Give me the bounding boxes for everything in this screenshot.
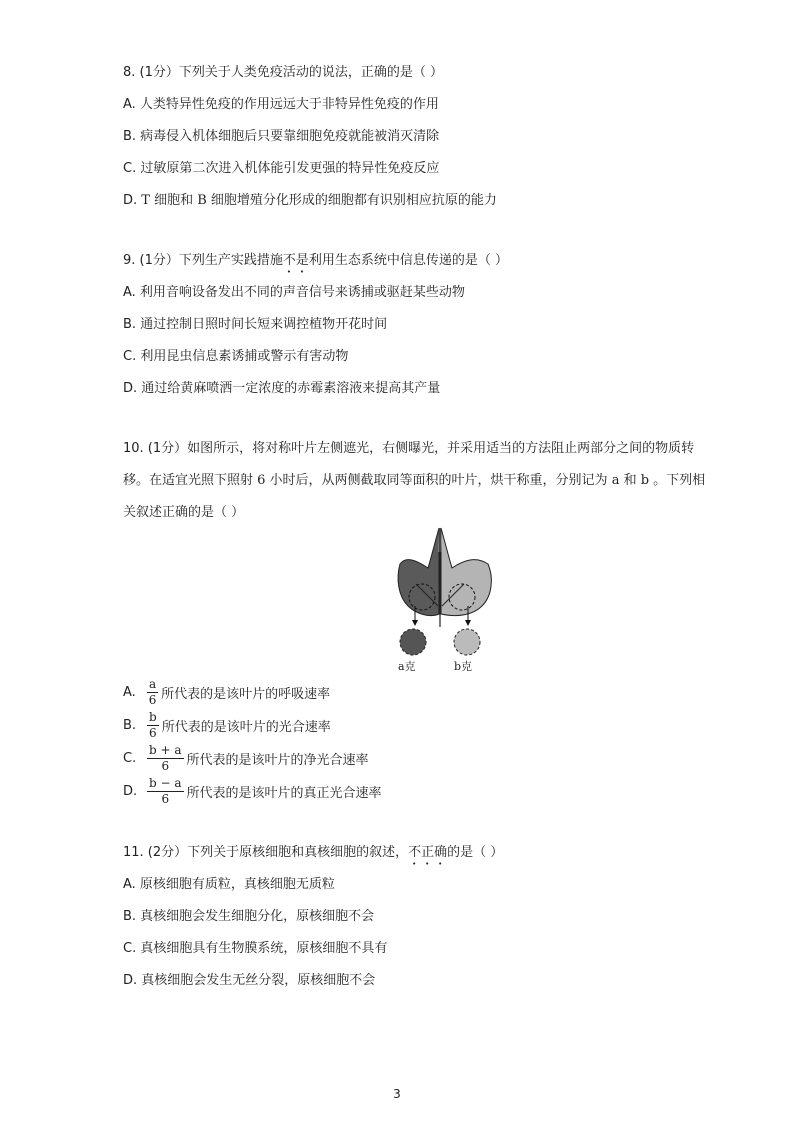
- fraction-denominator: 6: [161, 759, 170, 773]
- q10-stem-line-3: 关叙述正确的是（ ）: [123, 505, 245, 520]
- q10-option-d: [123, 777, 382, 806]
- q8-option-d-b: B: [197, 193, 207, 208]
- sample-disk-a: [400, 629, 426, 655]
- q10-option-c-fraction: [147, 744, 184, 773]
- q8-option-c: C. 过敏原第二次进入机体能引发更强的特异性免疫反应: [123, 161, 440, 176]
- q10-option-a-text: 所代表的是该叶片的呼吸速率: [161, 687, 331, 702]
- q11-option-c: C. 真核细胞具有生物膜系统，原核细胞不具有: [123, 941, 388, 956]
- arrow-left-head: [412, 620, 418, 626]
- fraction-denominator: 6: [148, 693, 157, 707]
- q11-stem-suffix: 的是（ ）: [447, 845, 504, 860]
- q10-option-a: [123, 678, 330, 707]
- q8-option-d-t: T: [141, 193, 150, 208]
- arrow-right-head: [465, 620, 471, 626]
- q8-option-a: A. 人类特异性免疫的作用远远大于非特异性免疫的作用: [123, 97, 439, 112]
- q10-option-c-letter: C.: [123, 751, 137, 766]
- q10-option-b: [123, 711, 331, 740]
- q11-stem-prefix: 11. (2分）下列关于原核细胞和真核细胞的叙述，: [123, 845, 409, 860]
- fraction-numerator: a: [149, 677, 157, 691]
- leaf-figure: [390, 522, 500, 682]
- q10-stem-line-2-part-b: 小时后，从两侧截取同等面积的叶片，烘干称重，分别记为: [265, 473, 612, 488]
- sample-label-b: b克: [454, 660, 473, 673]
- q10-var-b: b: [640, 473, 650, 488]
- q8-option-d-suffix: 细胞增殖分化形成的细胞都有识别相应抗原的能力: [206, 193, 497, 208]
- q11-stem: [123, 844, 503, 868]
- q9-option-d: D. 通过给黄麻喷洒一定浓度的赤霉素溶液来提高其产量: [123, 381, 441, 396]
- q10-stem-line-2: [123, 472, 705, 490]
- q9-option-a: A. 利用音响设备发出不同的声音信号来诱捕或驱赶某些动物: [123, 285, 465, 300]
- q10-option-a-fraction: [147, 678, 158, 707]
- q9-stem: [123, 252, 508, 276]
- q11-option-b: B. 真核细胞会发生细胞分化，原核细胞不会: [123, 909, 375, 924]
- q8-stem: 8. (1分）下列关于人类免疫活动的说法，正确的是（ ）: [123, 65, 444, 80]
- sample-label-a: a克: [398, 660, 416, 673]
- fraction-numerator: b − a: [149, 776, 182, 790]
- q10-stem-line-2-part-a: 移。在适宜光照下照射: [123, 473, 258, 488]
- q10-option-b-fraction: [147, 711, 159, 740]
- q8-option-d: [123, 192, 497, 210]
- q11-stem-emphasis: 不正确: [408, 845, 448, 860]
- q9-stem-emphasis: 不是: [282, 253, 309, 268]
- fraction-denominator: 6: [161, 792, 170, 806]
- q10-option-d-fraction: [147, 777, 184, 806]
- leaf-right-exposed-half: [441, 528, 491, 616]
- q10-option-b-text: 所代表的是该叶片的光合速率: [161, 720, 331, 735]
- q10-stem-line-1: 10. (1分）如图所示，将对称叶片左侧遮光，右侧曝光，并采用适当的方法阻止两部分之间的物质转: [123, 441, 695, 456]
- page-number: 3: [393, 1087, 401, 1101]
- q10-option-c-text: 所代表的是该叶片的净光合速率: [186, 753, 369, 768]
- q10-var-a: a: [611, 473, 620, 488]
- q9-option-c: C. 利用昆虫信息素诱捕或警示有害动物: [123, 349, 349, 364]
- q9-stem-prefix: 9. (1分）下列生产实践措施: [123, 253, 283, 268]
- q10-option-a-letter: A.: [123, 685, 136, 700]
- fraction-numerator: b: [149, 710, 157, 724]
- q11-option-a: A. 原核细胞有质粒，真核细胞无质粒: [123, 877, 335, 892]
- leaf-left-shaded-half: [398, 528, 439, 616]
- q10-stem-line-2-part-d: 。下列相: [649, 473, 706, 488]
- q10-option-d-text: 所代表的是该叶片的真正光合速率: [186, 786, 382, 801]
- q8-option-b: B. 病毒侵入机体细胞后只要靠细胞免疫就能被消灭清除: [123, 129, 440, 144]
- q10-option-d-letter: D.: [123, 784, 138, 799]
- fraction-denominator: 6: [149, 726, 157, 740]
- q9-stem-suffix: 利用生态系统中信息传递的是（ ）: [308, 253, 509, 268]
- fraction-numerator: b + a: [149, 743, 182, 757]
- q10-option-b-letter: B.: [123, 718, 137, 733]
- q9-option-b: B. 通过控制日照时间长短来调控植物开花时间: [123, 317, 388, 332]
- q8-option-d-mid: 细胞和: [149, 193, 198, 208]
- q10-stem-line-2-part-c: 和: [619, 473, 641, 488]
- q8-option-d-prefix: D.: [123, 193, 142, 208]
- q10-hours-value: 6: [257, 473, 266, 488]
- sample-disk-b: [454, 629, 480, 655]
- q11-option-d: D. 真核细胞会发生无丝分裂，原核细胞不会: [123, 973, 376, 988]
- q10-option-c: [123, 744, 369, 773]
